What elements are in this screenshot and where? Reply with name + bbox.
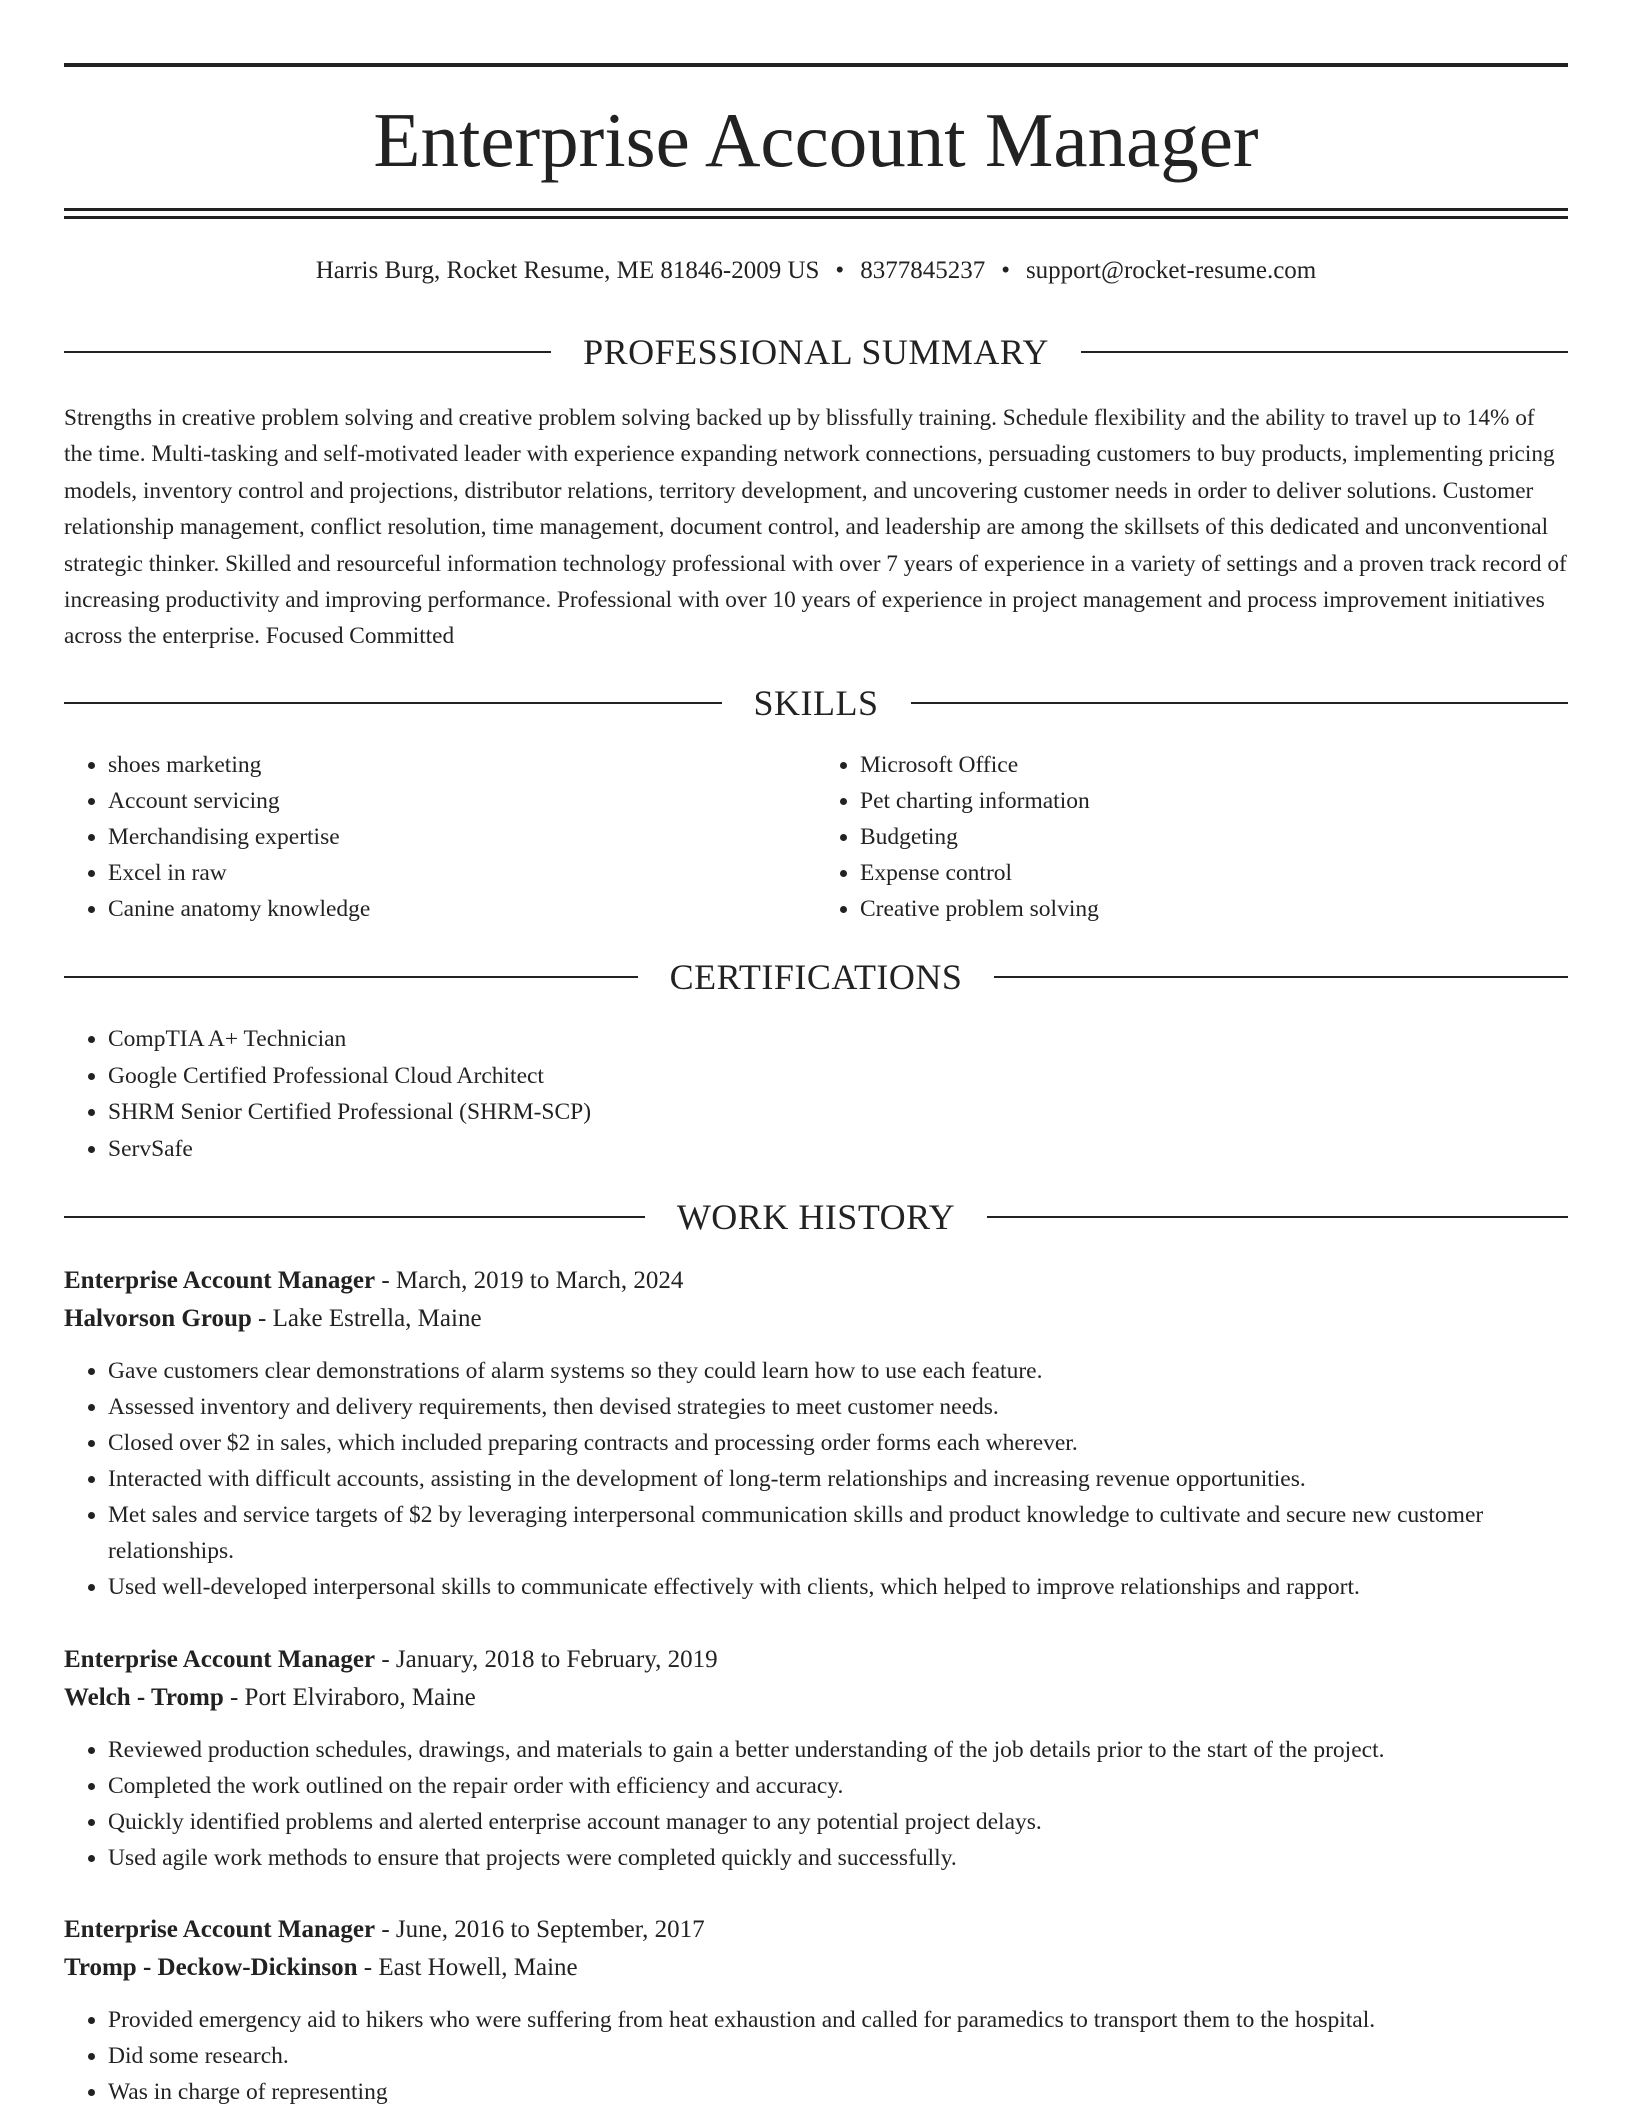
job-bullet: • Closed over $2 in sales, which included preparing contracts and processing order forms each wherever. <box>108 1425 1568 1461</box>
job-company: Welch - Tromp <box>64 1684 224 1711</box>
job-bullet: • Assessed inventory and delivery requirements, then devised strategies to meet customer needs. <box>108 1389 1568 1425</box>
section-title: WORK HISTORY <box>676 1197 956 1237</box>
job-bullet: • Quickly identified problems and alerted enterprise account manager to any potential project delays. <box>108 1804 1568 1840</box>
job-entry <box>64 1641 1568 1876</box>
section-title: PROFESSIONAL SUMMARY <box>583 332 1049 372</box>
job-bullet: • Provided emergency aid to hikers who were suffering from heat exhaustion and called for paramedics to transport them to the hospital. <box>108 2002 1568 2038</box>
certification-item: • CompTIA A+ Technician <box>108 1021 1568 1058</box>
skill-item: • Merchandising expertise <box>108 819 816 855</box>
contact-separator: • <box>835 257 845 284</box>
job-dates: - January, 2018 to February, 2019 <box>375 1646 718 1673</box>
certification-item: • SHRM Senior Certified Professional (SHRM-SCP) <box>108 1094 1568 1131</box>
section-header-certifications <box>64 955 1568 999</box>
contact-separator: • <box>1001 257 1010 284</box>
skill-item: • Microsoft Office <box>860 747 1568 783</box>
job-bullet: • Used well-developed interpersonal skills to communicate effectively with clients, which helped to improve relationships and rapport. <box>108 1569 1568 1605</box>
section-rule <box>64 702 722 704</box>
section-rule <box>64 976 638 978</box>
job-dates: - March, 2019 to March, 2024 <box>375 1267 684 1294</box>
section-rule <box>64 351 551 353</box>
job-bullet: • Was in charge of representing <box>108 2074 1568 2110</box>
skill-item: • Creative problem solving <box>860 891 1568 927</box>
section-header-work-history <box>64 1195 1568 1239</box>
job-entry <box>64 1911 1568 2110</box>
job-bullet: • Met sales and service targets of $2 by leveraging interpersonal communication skills and product knowledge to cultivate and secure new customer relationships. <box>108 1497 1568 1569</box>
job-location: - Port Elviraboro, Maine <box>223 1684 476 1711</box>
job-company-line <box>64 1300 1568 1338</box>
job-role: Enterprise Account Manager <box>64 1916 376 1943</box>
job-company: Halvorson Group <box>64 1305 252 1332</box>
section-header-skills <box>64 681 1568 725</box>
skills-list <box>64 747 1568 927</box>
section-title: CERTIFICATIONS <box>669 957 963 997</box>
contact-email: support@rocket-resume.com <box>1025 257 1317 284</box>
job-entry <box>64 1262 1568 1605</box>
job-company: Tromp - Deckow-Dickinson <box>64 1954 358 1981</box>
skill-item: • Pet charting information <box>860 783 1568 819</box>
job-location: - East Howell, Maine <box>357 1954 578 1981</box>
skill-item: • shoes marketing <box>108 747 816 783</box>
skill-item: • Excel in raw <box>108 855 816 891</box>
section-rule <box>994 976 1568 978</box>
section-rule <box>1081 351 1568 353</box>
job-bullet: • Completed the work outlined on the repair order with efficiency and accuracy. <box>108 1768 1568 1804</box>
section-rule <box>64 1216 645 1218</box>
job-role: Enterprise Account Manager <box>64 1646 376 1673</box>
skill-item: • Account servicing <box>108 783 816 819</box>
job-title-line <box>64 1641 1568 1679</box>
job-bullets <box>64 2002 1568 2110</box>
job-role: Enterprise Account Manager <box>64 1267 376 1294</box>
contact-phone: 8377845237 <box>860 257 986 284</box>
skills-column-left <box>64 747 816 927</box>
resume-title: Enterprise Account Manager <box>373 97 1259 183</box>
section-rule <box>911 702 1569 704</box>
job-bullet: • Did some research. <box>108 2038 1568 2074</box>
job-company-line <box>64 1679 1568 1717</box>
top-rule <box>64 63 1568 67</box>
certification-item: • ServSafe <box>108 1131 1568 1168</box>
job-bullet: • Used agile work methods to ensure that projects were completed quickly and successfully. <box>108 1840 1568 1876</box>
title-double-rule <box>64 208 1568 219</box>
job-bullet: • Reviewed production schedules, drawings, and materials to gain a better understanding of the job details prior to the start of the project. <box>108 1732 1568 1768</box>
certifications-list <box>64 1021 1568 1167</box>
skills-column-right <box>816 747 1568 927</box>
summary-text: Strengths in creative problem solving and creative problem solving backed up by blissfully training. Schedule flexibility and the ability to travel up to 14% of the time. Multi-tasking and self-motivated leader with experience expanding network connections, persuading customers to buy products, implementing pricing models, inventory control and projections, distributor relations, territory development, and uncovering customer needs in order to deliver solutions. Customer relationship management, conflict resolution, time management, document control, and leadership are among the skillsets of this dedicated and unconventional strategic thinker. Skilled and resourceful information technology professional with over 7 years of experience in a variety of settings and a proven track record of increasing productivity and improving performance. Professional with over 10 years of experience in project management and process improvement initiatives across the enterprise. Focused Committed <box>64 405 1567 650</box>
job-title-line <box>64 1262 1568 1300</box>
job-bullets <box>64 1353 1568 1605</box>
section-rule <box>987 1216 1568 1218</box>
job-company-line <box>64 1949 1568 1987</box>
job-bullets <box>64 1732 1568 1876</box>
contact-address: Harris Burg, Rocket Resume, ME 81846-2009 US <box>315 257 820 284</box>
certification-item: • Google Certified Professional Cloud Architect <box>108 1058 1568 1095</box>
job-bullet: • Gave customers clear demonstrations of alarm systems so they could learn how to use each feature. <box>108 1353 1568 1389</box>
skill-item: • Expense control <box>860 855 1568 891</box>
section-title: SKILLS <box>753 683 879 723</box>
job-location: - Lake Estrella, Maine <box>251 1305 482 1332</box>
job-bullet: • Interacted with difficult accounts, assisting in the development of long-term relationships and increasing revenue opportunities. <box>108 1461 1568 1497</box>
skill-item: • Budgeting <box>860 819 1568 855</box>
skill-item: • Canine anatomy knowledge <box>108 891 816 927</box>
job-dates: - June, 2016 to September, 2017 <box>375 1916 705 1943</box>
job-title-line <box>64 1911 1568 1949</box>
contact-line <box>64 253 1568 289</box>
section-header-summary <box>64 330 1568 374</box>
